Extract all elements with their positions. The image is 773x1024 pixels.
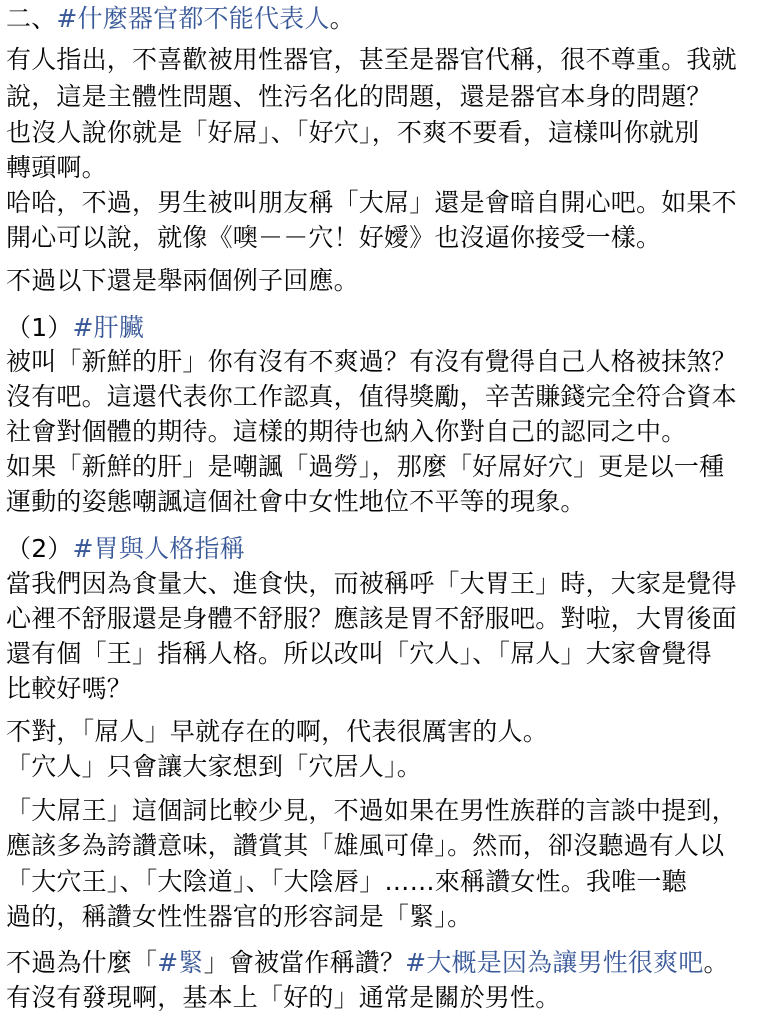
paragraph-line: 比較好嗎？ — [6, 674, 133, 703]
paragraph-line: 心裡不舒服還是身體不舒服？應該是胃不舒服吧。對啦，大胃後面 — [6, 604, 737, 633]
paragraph-line: 開心可以說，就像《噢－－穴！好嬡》也沒逼你接受一樣。 — [6, 223, 662, 252]
heading-suffix: 。 — [329, 4, 355, 33]
paragraph-line: 「穴人」只會讓大家想到「穴居人」。 — [6, 752, 422, 781]
paragraph-line: 轉頭啊。 — [6, 153, 107, 182]
paragraph-line: 被叫「新鮮的肝」你有沒有不爽過？有沒有覺得自己人格被抹煞？ — [6, 347, 737, 376]
example-number: （1） — [6, 313, 73, 342]
paragraph-line: 有沒有發現啊，基本上「好的」通常是關於男性。 — [6, 983, 561, 1012]
paragraph-line: 不對，「屌人」早就存在的啊，代表很厲害的人。 — [6, 717, 548, 746]
paragraph-line: 沒有吧。這還代表你工作認真，值得獎勵，辛苦賺錢完全符合資本 — [6, 382, 737, 411]
section-heading — [6, 2, 773, 36]
paragraph-line: 說，這是主體性問題、性污名化的問題，還是器官本身的問題？ — [6, 82, 712, 111]
closing-text: 」會被當作稱讚？ — [203, 948, 406, 977]
example-heading — [6, 311, 773, 345]
closing-line — [6, 946, 773, 980]
paragraph-line: 應該多為誇讚意味，讚賞其「雄風可偉」。然而，卻沒聽過有人以 — [6, 831, 725, 860]
hashtag-link[interactable]: #什麼器官都不能代表人 — [56, 4, 330, 33]
paragraph-line: 社會對個體的期待。這樣的期待也納入你對自己的認同之中。 — [6, 417, 687, 446]
closing-text: 不過為什麼「 — [6, 948, 158, 977]
heading-prefix: 二、 — [6, 4, 57, 33]
hashtag-link[interactable]: #緊 — [157, 948, 204, 977]
paragraph-line: 不過以下還是舉兩個例子回應。 — [6, 266, 359, 295]
example-heading — [6, 532, 773, 566]
hashtag-link[interactable]: #胃與人格指稱 — [72, 534, 245, 563]
paragraph-line: 哈哈，不過，男生被叫朋友稱「大屌」還是會暗自開心吧。如果不 — [6, 188, 737, 217]
paragraph-line: 如果「新鮮的肝」是嘲諷「過勞」，那麼「好屌好穴」更是以一種 — [6, 452, 725, 481]
paragraph-line: 「大穴王」、「大陰道」、「大陰唇」……來稱讚女性。我唯一聽 — [6, 867, 687, 896]
hashtag-link[interactable]: #肝臟 — [72, 313, 145, 342]
paragraph-line: 當我們因為食量大、進食快，而被稱呼「大胃王」時，大家是覺得 — [6, 569, 737, 598]
paragraph-line: 「大屌王」這個詞比較少見，不過如果在男性族群的言談中提到， — [6, 796, 737, 825]
paragraph-line: 運動的姿態嘲諷這個社會中女性地位不平等的現象。 — [6, 487, 586, 516]
paragraph-line: 也沒人說你就是「好屌」、「好穴」，不爽不要看，這樣叫你就別 — [6, 118, 700, 147]
paragraph-line: 過的，稱讚女性性器官的形容詞是「緊」。 — [6, 902, 473, 931]
paragraph-line: 有人指出，不喜歡被用性器官，甚至是器官代稱，很不尊重。我就 — [6, 45, 737, 74]
paragraph-line: 還有個「王」指稱人格。所以改叫「穴人」、「屌人」大家會覺得 — [6, 639, 712, 668]
example-number: （2） — [6, 534, 73, 563]
hashtag-link[interactable]: #大概是因為讓男性很爽吧 — [405, 948, 704, 977]
closing-text: 。 — [703, 948, 729, 977]
